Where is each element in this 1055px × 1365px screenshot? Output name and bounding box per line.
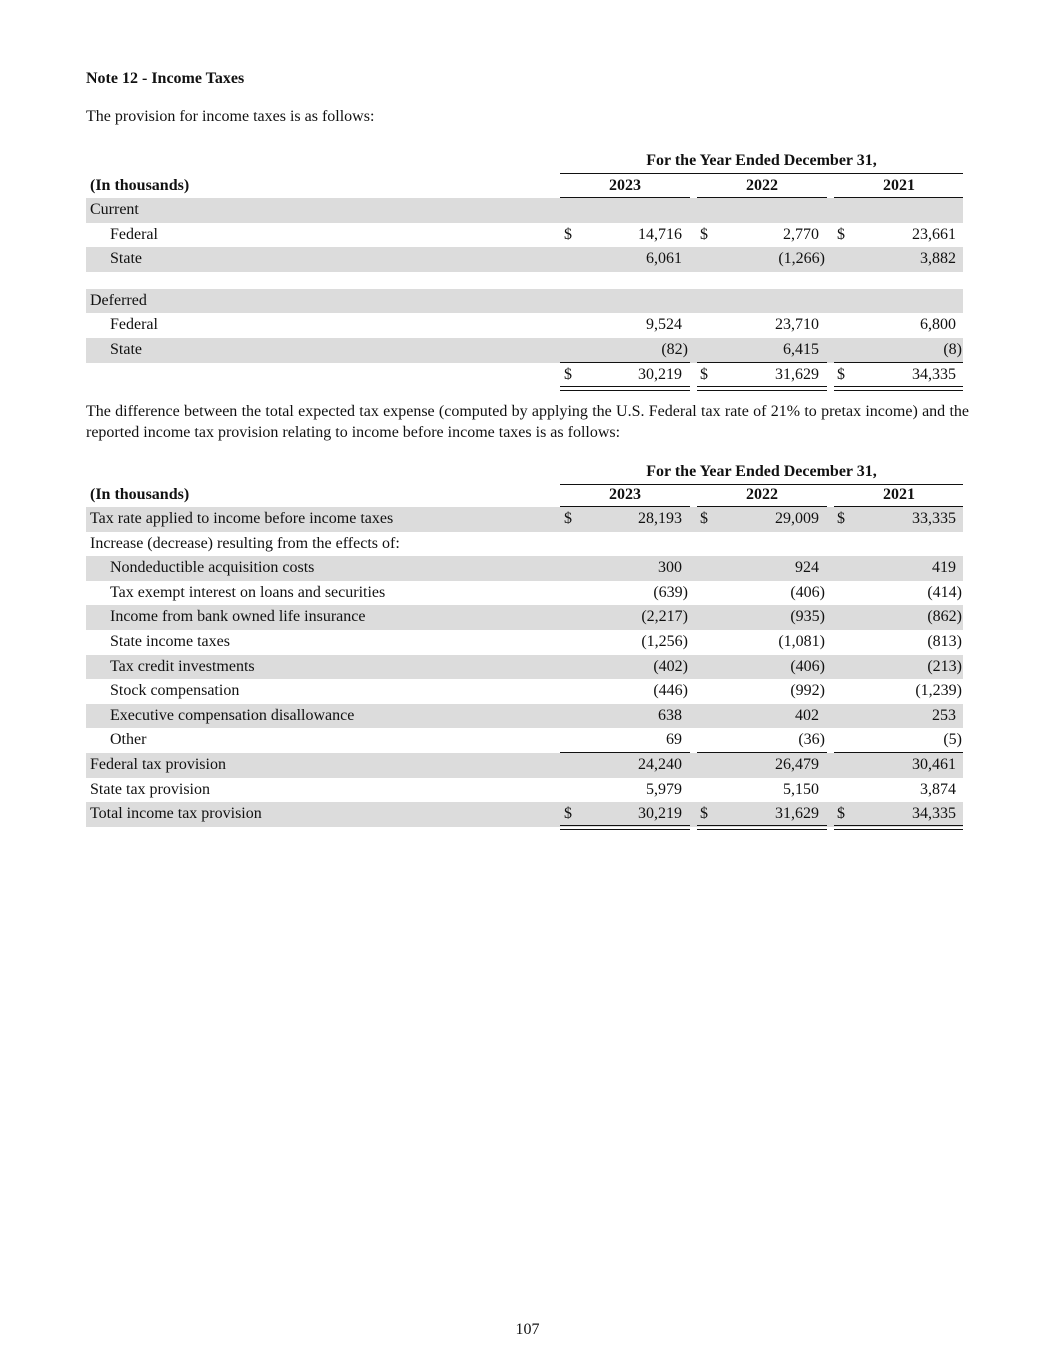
year-header: 2022	[746, 177, 778, 194]
currency-symbol: $	[700, 805, 708, 823]
row-label: State tax provision	[90, 780, 210, 798]
value-cell: (5)	[943, 731, 962, 749]
value-cell: 30,219	[638, 365, 682, 383]
row-label: Increase (decrease) resulting from the effects of:	[90, 534, 400, 552]
table-row	[86, 289, 963, 314]
year-header: 2021	[883, 486, 915, 503]
currency-symbol: $	[700, 225, 708, 243]
page-number: 107	[515, 1321, 540, 1338]
reconciliation-paragraph: The difference between the total expected tax expense (computed by applying the U.S. Federal tax rate of 21% to pretax income) and the reported income tax provision relating to income before income taxes is as follows:	[86, 403, 969, 441]
value-cell: 5,150	[783, 780, 819, 798]
row-label: Executive compensation disallowance	[110, 706, 355, 724]
value-cell: 31,629	[775, 365, 819, 383]
table-row	[86, 223, 963, 248]
value-cell: 638	[658, 706, 682, 724]
table-row	[86, 247, 963, 272]
value-cell: 3,874	[920, 780, 956, 798]
table-row	[86, 655, 963, 680]
table-row	[86, 679, 963, 704]
table-row	[86, 630, 963, 655]
value-cell: 300	[658, 559, 682, 577]
value-cell: (1,239)	[915, 682, 962, 700]
value-cell: 33,335	[912, 510, 956, 527]
value-cell: (639)	[653, 583, 688, 601]
value-cell: 23,710	[775, 316, 819, 334]
table-row	[86, 556, 963, 581]
row-label: Current	[90, 201, 139, 218]
table-row	[86, 728, 963, 753]
value-cell: (1,081)	[778, 632, 825, 650]
value-cell: (446)	[653, 682, 688, 700]
table-row	[86, 198, 963, 223]
year-header: 2023	[609, 177, 641, 194]
currency-symbol: $	[700, 510, 708, 527]
row-label: Federal	[110, 225, 158, 243]
value-cell: (82)	[661, 340, 688, 358]
value-cell: 6,800	[920, 316, 956, 334]
table-row	[86, 704, 963, 729]
row-label: Other	[110, 731, 147, 749]
table-row total-row	[86, 802, 963, 827]
value-cell: 6,415	[783, 340, 819, 358]
currency-symbol: $	[837, 510, 845, 527]
row-label: Federal	[110, 316, 158, 334]
value-cell: (406)	[790, 583, 825, 601]
value-cell: (414)	[927, 583, 962, 601]
row-label: State	[110, 250, 142, 268]
table-row	[86, 507, 963, 532]
row-label: Tax credit investments	[110, 657, 255, 675]
currency-symbol: $	[564, 365, 572, 383]
table-row total-row	[86, 363, 963, 388]
value-cell: 30,219	[638, 805, 682, 823]
value-cell: 69	[666, 731, 682, 749]
value-cell: 5,979	[646, 780, 682, 798]
currency-symbol: $	[700, 365, 708, 383]
row-label: State	[110, 340, 142, 358]
value-cell: 3,882	[920, 250, 956, 268]
value-cell: (862)	[927, 608, 962, 626]
table-row	[86, 605, 963, 630]
value-cell: 31,629	[775, 805, 819, 823]
value-cell: (935)	[790, 608, 825, 626]
year-header: 2022	[746, 486, 778, 503]
currency-symbol: $	[564, 805, 572, 823]
value-cell: 9,524	[646, 316, 682, 334]
table-row	[86, 313, 963, 338]
value-cell: 34,335	[912, 805, 956, 823]
value-cell: (402)	[653, 657, 688, 675]
provision-table	[86, 150, 963, 387]
value-cell: (8)	[943, 340, 962, 358]
value-cell: (2,217)	[641, 608, 688, 626]
value-cell: (406)	[790, 657, 825, 675]
unit-label: (In thousands)	[90, 486, 190, 503]
value-cell: 2,770	[783, 225, 819, 243]
value-cell: 419	[932, 559, 956, 577]
year-header: 2023	[609, 486, 641, 503]
table-header	[86, 150, 963, 198]
value-cell: 253	[932, 706, 956, 724]
row-label: Federal tax provision	[90, 755, 226, 773]
currency-symbol: $	[564, 225, 572, 243]
value-cell: (1,256)	[641, 632, 688, 650]
table-row	[86, 581, 963, 606]
year-header: 2021	[883, 177, 915, 194]
value-cell: 30,461	[912, 755, 956, 773]
reconciliation-table	[86, 461, 963, 827]
row-label: State income taxes	[110, 632, 230, 650]
intro-text: The provision for income taxes is as follows:	[86, 108, 375, 125]
table-row	[86, 753, 963, 778]
table-row	[86, 778, 963, 803]
row-label: Tax exempt interest on loans and securities	[110, 583, 386, 601]
table-row	[86, 338, 963, 363]
row-label: Tax rate applied to income before income taxes	[90, 510, 394, 527]
value-cell: 26,479	[775, 755, 819, 773]
value-cell: 28,193	[638, 510, 682, 527]
value-cell: 924	[795, 559, 819, 577]
value-cell: (813)	[927, 632, 962, 650]
row-label: Stock compensation	[110, 682, 240, 700]
value-cell: (36)	[798, 731, 825, 749]
currency-symbol: $	[564, 510, 572, 527]
value-cell: (213)	[927, 657, 962, 675]
value-cell: 402	[795, 706, 819, 724]
value-cell: (992)	[790, 682, 825, 700]
value-cell: 23,661	[912, 225, 956, 243]
period-header: For the Year Ended December 31,	[646, 463, 877, 480]
row-label: Total income tax provision	[90, 805, 262, 823]
row-label: Nondeductible acquisition costs	[110, 559, 315, 577]
value-cell: 29,009	[775, 510, 819, 527]
currency-symbol: $	[837, 225, 845, 243]
table-header	[86, 461, 963, 507]
value-cell: 14,716	[638, 225, 682, 243]
note-heading: Note 12 - Income Taxes	[86, 70, 245, 87]
currency-symbol: $	[837, 365, 845, 383]
value-cell: 24,240	[638, 755, 682, 773]
value-cell: 6,061	[646, 250, 682, 268]
period-header: For the Year Ended December 31,	[646, 152, 877, 169]
currency-symbol: $	[837, 805, 845, 823]
row-label: Deferred	[90, 291, 147, 309]
unit-label: (In thousands)	[90, 177, 190, 194]
value-cell: 34,335	[912, 365, 956, 383]
table-row	[86, 532, 963, 557]
value-cell: (1,266)	[778, 250, 825, 268]
row-label: Income from bank owned life insurance	[110, 608, 366, 626]
